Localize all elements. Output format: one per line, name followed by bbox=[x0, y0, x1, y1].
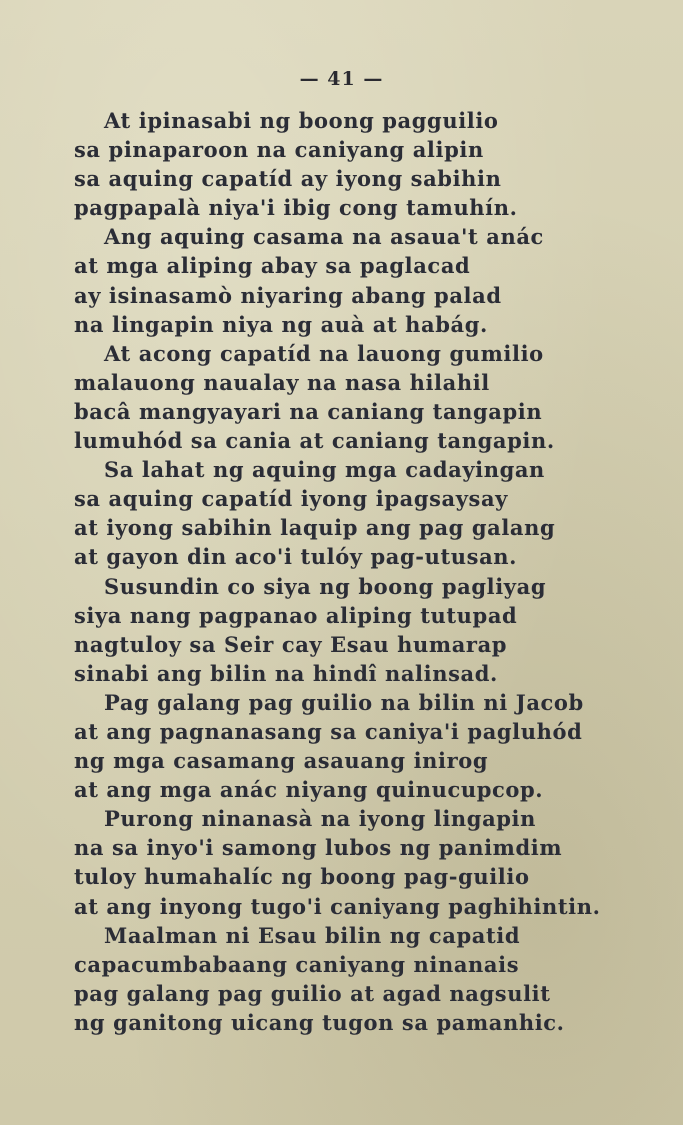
verse-line: Susundin co siya ng boong pagliyag bbox=[104, 573, 547, 599]
verse-line: pag galang pag guilio at agad nagsulit bbox=[74, 980, 551, 1006]
verse-line: lumuhód sa cania at caniang tangapin. bbox=[74, 428, 555, 454]
stanza-1 bbox=[74, 106, 634, 222]
page-number: — 41 — bbox=[299, 68, 384, 90]
verse-line: at ang mga anác niyang quinucupcop. bbox=[74, 777, 544, 803]
verse-line: at ang pagnanasang sa caniya'i pagluhód bbox=[74, 718, 583, 744]
verse-line: Maalman ni Esau bilin ng capatid bbox=[104, 922, 521, 948]
poem-text bbox=[74, 106, 634, 1037]
verse-line: at gayon din aco'i tulóy pag-utusan. bbox=[74, 544, 518, 570]
verse-line: At acong capatíd na lauong gumilio bbox=[104, 340, 544, 366]
verse-line: at mga aliping abay sa paglacad bbox=[74, 253, 471, 279]
verse-line: sa pinaparoon na caniyang alipin bbox=[74, 137, 484, 163]
verse-line: ay isinasamò niyaring abang palad bbox=[74, 282, 502, 308]
stanza-3 bbox=[74, 339, 634, 455]
verse-line: malauong naualay na nasa hilahil bbox=[74, 369, 490, 395]
verse-line: Purong ninanasà na iyong lingapin bbox=[104, 806, 537, 832]
verse-line: pagpapalà niya'i ibig cong tamuhín. bbox=[74, 195, 518, 221]
verse-line: ng mga casamang asauang inirog bbox=[74, 748, 489, 774]
verse-line: sinabi ang bilin na hindî nalinsad. bbox=[74, 660, 498, 686]
verse-line: ng ganitong uicang tugon sa pamanhic. bbox=[74, 1009, 565, 1035]
verse-line: Ang aquing casama na asaua't anác bbox=[104, 224, 544, 250]
verse-line: nagtuloy sa Seir cay Esau humarap bbox=[74, 631, 508, 657]
verse-line: Pag galang pag guilio na bilin ni Jacob bbox=[104, 689, 584, 715]
stanza-4 bbox=[74, 455, 634, 571]
verse-line: siya nang pagpanao aliping tutupad bbox=[74, 602, 518, 628]
verse-line: at iyong sabihin laquip ang pag galang bbox=[74, 515, 556, 541]
verse-line: tuloy humahalíc ng boong pag-guilio bbox=[74, 864, 530, 890]
verse-line: bacâ mangyayari na caniang tangapin bbox=[74, 398, 543, 424]
verse-line: na sa inyo'i samong lubos ng panimdim bbox=[74, 835, 563, 861]
verse-line: sa aquing capatíd ay iyong sabihin bbox=[74, 166, 502, 192]
stanza-5 bbox=[74, 572, 634, 688]
stanza-7 bbox=[74, 804, 634, 920]
verse-line: at ang inyong tugo'i caniyang paghihintin. bbox=[74, 893, 601, 919]
stanza-8 bbox=[74, 921, 634, 1037]
verse-line: na lingapin niya ng auà at habág. bbox=[74, 311, 488, 337]
verse-line: At ipinasabi ng boong pagguilio bbox=[104, 108, 499, 133]
stanza-6 bbox=[74, 688, 634, 804]
stanza-2 bbox=[74, 222, 634, 338]
verse-line: Sa lahat ng aquing mga cadayingan bbox=[104, 457, 545, 483]
verse-line: sa aquing capatíd iyong ipagsaysay bbox=[74, 486, 508, 512]
verse-line: capacumbabaang caniyang ninanais bbox=[74, 951, 520, 977]
